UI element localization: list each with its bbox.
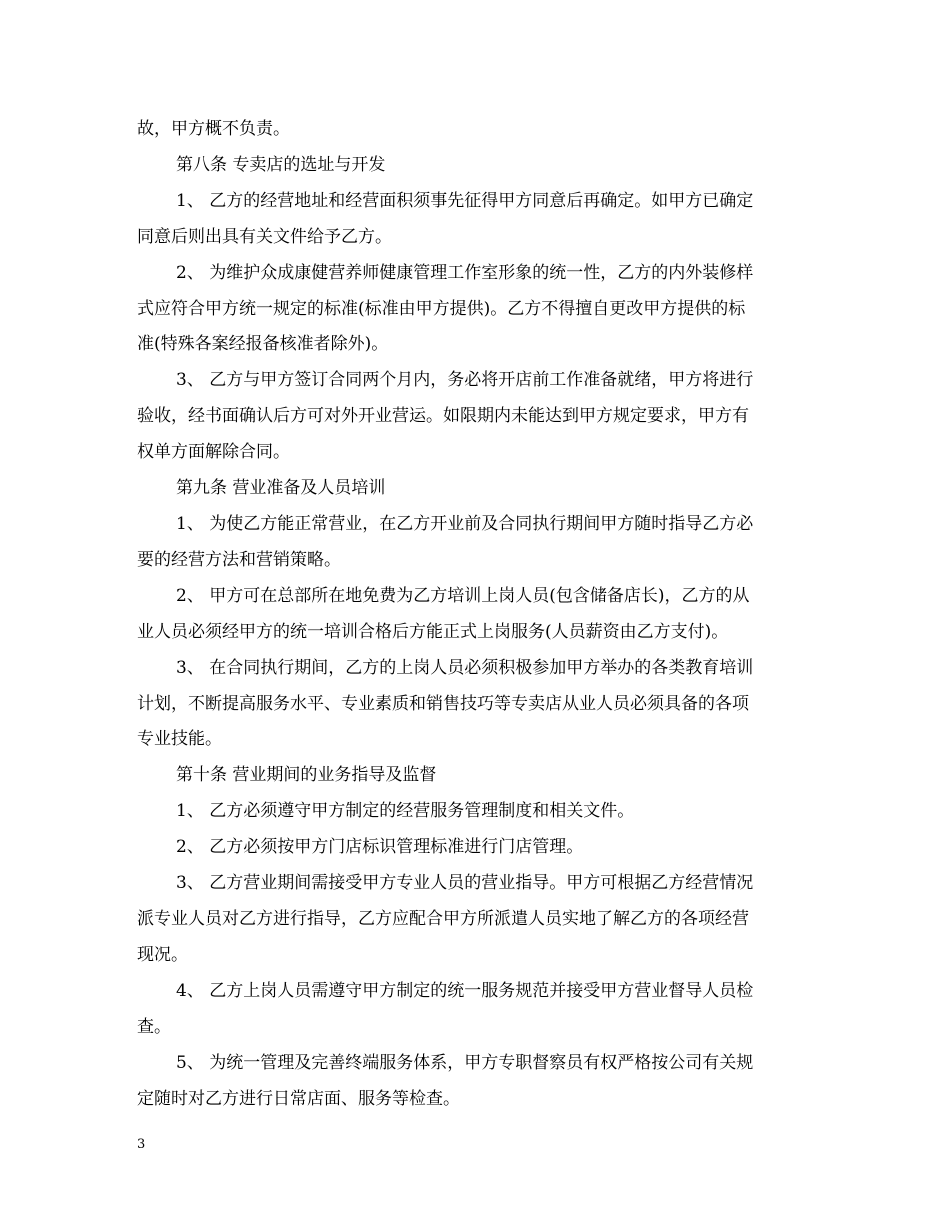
text-line: 计划，不断提高服务水平、专业素质和销售技巧等专卖店从业人员必须具备的各项	[137, 694, 749, 714]
page-number: 3	[137, 1137, 146, 1152]
text-line: 同意后则出具有关文件给予乙方。	[137, 227, 392, 247]
text-line: 5、 为统一管理及完善终端服务体系，甲方专职督察员有权严格按公司有关规	[176, 1053, 754, 1073]
section-heading: 第八条 专卖店的选址与开发	[176, 155, 386, 175]
text-line: 3、 乙方与甲方签订合同两个月内，务必将开店前工作准备就绪，甲方将进行	[176, 370, 754, 390]
text-line: 派专业人员对乙方进行指导，乙方应配合甲方所派遣人员实地了解乙方的各项经营	[137, 909, 749, 929]
text-line: 3、 乙方营业期间需接受甲方专业人员的营业指导。甲方可根据乙方经营情况	[176, 873, 754, 893]
text-line: 故，甲方概不负责。	[137, 119, 290, 139]
text-line: 定随时对乙方进行日常店面、服务等检查。	[137, 1089, 460, 1109]
text-line: 查。	[137, 1017, 171, 1037]
text-line: 2、 甲方可在总部所在地免费为乙方培训上岗人员(包含储备店长)，乙方的从	[176, 586, 750, 606]
text-line: 权单方面解除合同。	[137, 442, 290, 462]
text-line: 1、 乙方必须遵守甲方制定的经营服务管理制度和相关文件。	[176, 801, 635, 821]
text-line: 业人员必须经甲方的统一培训合格后方能正式上岗服务(人员薪资由乙方支付)。	[137, 622, 729, 642]
text-line: 专业技能。	[137, 729, 222, 749]
text-line: 3、 在合同执行期间，乙方的上岗人员必须积极参加甲方举办的各类教育培训	[176, 658, 754, 678]
text-line: 要的经营方法和营销策略。	[137, 550, 341, 570]
text-line: 验收，经书面确认后方可对外开业营运。如限期内未能达到甲方规定要求，甲方有	[137, 406, 749, 426]
text-line: 准(特殊各案经报备核准者除外)。	[137, 334, 389, 354]
text-line: 现况。	[137, 945, 188, 965]
section-heading: 第十条 营业期间的业务指导及监督	[176, 765, 437, 785]
section-heading: 第九条 营业准备及人员培训	[176, 478, 386, 498]
text-line: 2、 为维护众成康健营养师健康管理工作室形象的统一性，乙方的内外装修样	[176, 263, 754, 283]
text-line: 式应符合甲方统一规定的标准(标准由甲方提供)。乙方不得擅自更改甲方提供的标	[137, 299, 746, 319]
text-line: 2、 乙方必须按甲方门店标识管理标准进行门店管理。	[176, 837, 584, 857]
text-line: 1、 为使乙方能正常营业，在乙方开业前及合同执行期间甲方随时指导乙方必	[176, 514, 754, 534]
text-line: 4、 乙方上岗人员需遵守甲方制定的统一服务规范并接受甲方营业督导人员检	[176, 981, 754, 1001]
text-line: 1、 乙方的经营地址和经营面积须事先征得甲方同意后再确定。如甲方已确定	[176, 191, 754, 211]
